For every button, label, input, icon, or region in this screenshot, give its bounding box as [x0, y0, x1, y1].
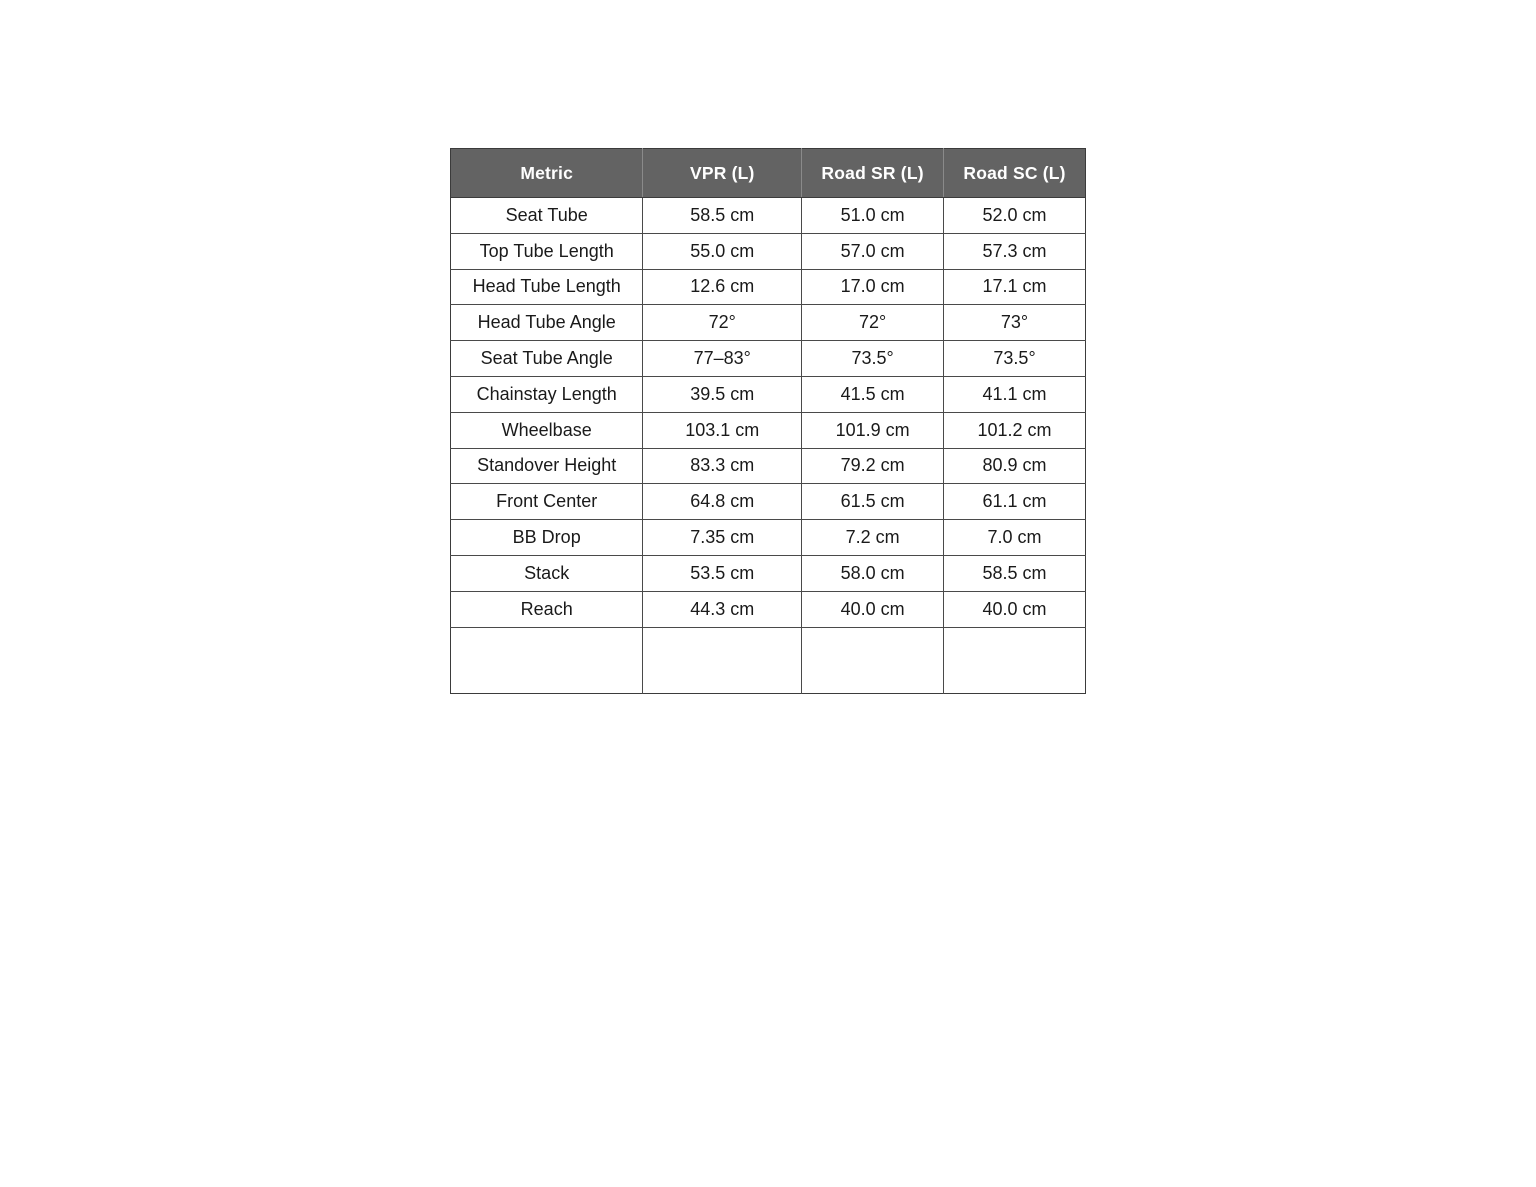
cell-vpr: 72° — [643, 305, 802, 341]
cell-vpr: 7.35 cm — [643, 520, 802, 556]
cell-metric — [451, 627, 643, 693]
cell-road-sr: 40.0 cm — [802, 591, 944, 627]
cell-road-sr: 58.0 cm — [802, 555, 944, 591]
cell-metric: Standover Height — [451, 448, 643, 484]
cell-road-sr: 41.5 cm — [802, 376, 944, 412]
column-header-vpr: VPR (L) — [643, 149, 802, 198]
table-row — [451, 412, 1086, 448]
cell-road-sr: 101.9 cm — [802, 412, 944, 448]
cell-metric: Top Tube Length — [451, 233, 643, 269]
table-row — [451, 269, 1086, 305]
cell-vpr: 83.3 cm — [643, 448, 802, 484]
table-header-row — [451, 149, 1086, 198]
cell-road-sc: 40.0 cm — [944, 591, 1086, 627]
cell-vpr: 64.8 cm — [643, 484, 802, 520]
cell-metric: Stack — [451, 555, 643, 591]
cell-metric: Seat Tube Angle — [451, 341, 643, 377]
cell-road-sr: 17.0 cm — [802, 269, 944, 305]
cell-road-sr: 72° — [802, 305, 944, 341]
cell-metric: Wheelbase — [451, 412, 643, 448]
geometry-comparison-table — [450, 148, 1086, 694]
cell-road-sc: 17.1 cm — [944, 269, 1086, 305]
cell-vpr — [643, 627, 802, 693]
cell-vpr: 12.6 cm — [643, 269, 802, 305]
table-row — [451, 341, 1086, 377]
table-row — [451, 198, 1086, 234]
cell-road-sc: 73.5° — [944, 341, 1086, 377]
cell-road-sc: 61.1 cm — [944, 484, 1086, 520]
table-row — [451, 305, 1086, 341]
cell-road-sc: 73° — [944, 305, 1086, 341]
cell-vpr: 39.5 cm — [643, 376, 802, 412]
cell-metric: BB Drop — [451, 520, 643, 556]
cell-road-sc: 52.0 cm — [944, 198, 1086, 234]
cell-road-sr: 61.5 cm — [802, 484, 944, 520]
cell-metric: Chainstay Length — [451, 376, 643, 412]
cell-road-sc: 7.0 cm — [944, 520, 1086, 556]
table-body — [451, 198, 1086, 694]
cell-vpr: 53.5 cm — [643, 555, 802, 591]
cell-metric: Reach — [451, 591, 643, 627]
cell-vpr: 103.1 cm — [643, 412, 802, 448]
table-row — [451, 448, 1086, 484]
cell-road-sr: 79.2 cm — [802, 448, 944, 484]
cell-metric: Head Tube Angle — [451, 305, 643, 341]
cell-metric: Seat Tube — [451, 198, 643, 234]
column-header-road-sr: Road SR (L) — [802, 149, 944, 198]
cell-vpr: 44.3 cm — [643, 591, 802, 627]
cell-road-sr: 51.0 cm — [802, 198, 944, 234]
cell-vpr: 58.5 cm — [643, 198, 802, 234]
cell-road-sc: 58.5 cm — [944, 555, 1086, 591]
cell-road-sr: 57.0 cm — [802, 233, 944, 269]
cell-metric: Head Tube Length — [451, 269, 643, 305]
table-row — [451, 520, 1086, 556]
table-header — [451, 149, 1086, 198]
cell-road-sc — [944, 627, 1086, 693]
table-row — [451, 233, 1086, 269]
cell-road-sr — [802, 627, 944, 693]
cell-metric: Front Center — [451, 484, 643, 520]
column-header-road-sc: Road SC (L) — [944, 149, 1086, 198]
cell-road-sc: 41.1 cm — [944, 376, 1086, 412]
table-row — [451, 484, 1086, 520]
cell-road-sr: 7.2 cm — [802, 520, 944, 556]
table-row-empty — [451, 627, 1086, 693]
geometry-comparison-table-wrapper — [450, 148, 1086, 694]
table-row — [451, 555, 1086, 591]
cell-road-sc: 57.3 cm — [944, 233, 1086, 269]
cell-road-sc: 101.2 cm — [944, 412, 1086, 448]
table-row — [451, 376, 1086, 412]
column-header-metric: Metric — [451, 149, 643, 198]
cell-road-sr: 73.5° — [802, 341, 944, 377]
cell-vpr: 55.0 cm — [643, 233, 802, 269]
cell-road-sc: 80.9 cm — [944, 448, 1086, 484]
cell-vpr: 77–83° — [643, 341, 802, 377]
table-row — [451, 591, 1086, 627]
